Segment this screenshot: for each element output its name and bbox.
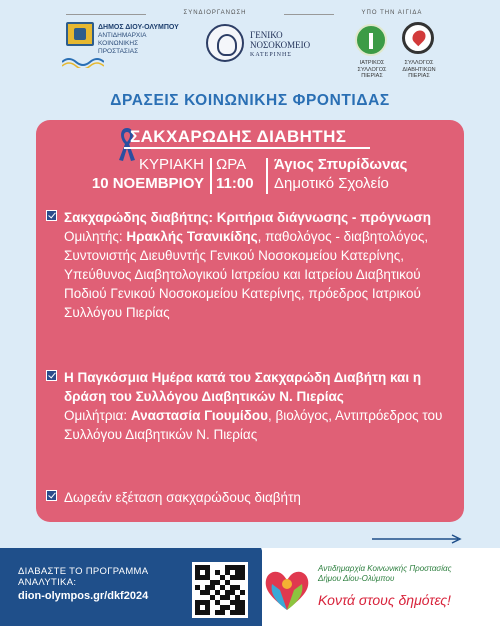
checkbox-icon bbox=[46, 210, 57, 221]
wave-icon bbox=[62, 56, 104, 68]
agenda-speaker bbox=[64, 406, 444, 444]
speaker-description: , παθολόγος - διαβητολόγος, Συντονιστής Διευθυντής Γενικού Νοσοκομείου Κατερίνης, Υπεύθυνος Διαβητολογικού Ιατρείου και Ιατρείου Διαβητικού Ποδιού Γενικού Νοσοκομείου Κατερίνης, πρόεδρος Ιατρικού Συλλόγου Πιερίας bbox=[64, 229, 429, 320]
speaker-name: Ηρακλής Τσανικίδης bbox=[126, 229, 258, 244]
divider bbox=[266, 158, 268, 194]
checkbox-icon bbox=[46, 490, 57, 501]
program-url[interactable]: dion-olympos.gr/dkf2024 bbox=[18, 590, 149, 602]
slogan: Κοντά στους δημότες! bbox=[318, 592, 451, 608]
dion-olympos-logo-text bbox=[98, 24, 179, 56]
footer bbox=[0, 548, 500, 626]
venue-place: Δημοτικό Σχολείο bbox=[274, 175, 389, 192]
checkbox-icon bbox=[46, 370, 57, 381]
logo-line: ΝΟΣΟΚΟΜΕΙΟ bbox=[250, 40, 311, 50]
logo-line: ΓΕΝΙΚΟ bbox=[250, 30, 283, 40]
hospital-logo-text bbox=[250, 30, 310, 60]
divider bbox=[284, 14, 334, 15]
title-underline bbox=[124, 147, 370, 149]
header-logos bbox=[0, 0, 500, 82]
hospital-emblem-icon bbox=[206, 24, 244, 62]
read-program-text bbox=[18, 566, 148, 588]
read-line: ΑΝΑΛΥΤΙΚΑ: bbox=[18, 577, 77, 588]
speaker-description: , βιολόγος, Αντιπρόεδρος του Συλλόγου Διαβητικών Ν. Πιερίας bbox=[64, 408, 443, 442]
arrow-right-icon bbox=[372, 534, 462, 544]
logo-line: ΑΝΤΙΔΗΜΑΡΧΙΑ bbox=[98, 32, 147, 39]
event-title: ΣΑΚΧΑΡΩΔΗΣ ΔΙΑΒΗΤΗΣ bbox=[130, 127, 347, 146]
logo-line: ΠΙΕΡΙΑΣ bbox=[408, 73, 430, 79]
event-date bbox=[62, 156, 204, 194]
logo-line: ΣΥΛΛΟΓΟΣ bbox=[404, 60, 434, 66]
diabetic-association-logo-text bbox=[396, 60, 442, 80]
logo-line: ΣΥΛΛΟΓΟΣ bbox=[357, 66, 387, 73]
logo-line: ΠΙΕΡΙΑΣ bbox=[361, 73, 383, 79]
main-title: ΔΡΑΣΕΙΣ ΚΟΙΝΩΝΙΚΗΣ ΦΡΟΝΤΙΔΑΣ bbox=[110, 92, 390, 109]
medical-association-logo-text bbox=[350, 60, 394, 80]
coorganization-label: ΣΥΝΔΙΟΡΓΑΝΩΣΗ bbox=[183, 10, 247, 16]
heart-hands-logo-icon bbox=[262, 566, 312, 614]
logo-line: ΚΑΤΕΡΙΝΗΣ bbox=[250, 52, 292, 58]
logo-line: ΠΡΟΣΤΑΣΙΑΣ bbox=[98, 48, 139, 55]
agenda-heading: Σακχαρώδης διαβήτης: Κριτήρια διάγνωσης - πρόγνωση bbox=[64, 210, 431, 225]
agenda-item bbox=[46, 368, 444, 444]
antid-line: Δήμου Δίου-Ολύμπου bbox=[318, 573, 395, 583]
qr-code-icon[interactable] bbox=[192, 562, 248, 618]
event-venue bbox=[274, 156, 450, 194]
logo-line: ΚΟΙΝΩΝΙΚΗΣ bbox=[98, 40, 139, 47]
speaker-label: Ομιλήτρια: bbox=[64, 408, 131, 423]
diabetic-association-emblem-icon bbox=[402, 22, 434, 54]
event-time-label: ΩΡΑ bbox=[216, 156, 247, 173]
read-line: ΔΙΑΒΑΣΤΕ ΤΟ ΠΡΟΓΡΑΜΜΑ bbox=[18, 566, 149, 577]
agenda-item bbox=[46, 208, 444, 322]
logo-line: ΙΑΤΡΙΚΟΣ bbox=[359, 60, 385, 66]
support-label: ΥΠΟ ΤΗΝ ΑΙΓΙΔΑ bbox=[361, 10, 423, 16]
logo-line: ΔΗΜΟΣ ΔΙΟΥ-ΟΛΥΜΠΟΥ bbox=[98, 24, 179, 31]
logo-line: ΔΙΑΒΗΤΙΚΩΝ bbox=[402, 66, 436, 73]
agenda-heading: Η Παγκόσμια Ημέρα κατά του Σακχαρώδη Διαβήτη και η δράση του Συλλόγου Διαβητικών Ν. Πιερίας bbox=[64, 370, 422, 404]
agenda-item bbox=[46, 488, 444, 507]
event-date-value: 10 ΝΟΕΜΒΡΙΟΥ bbox=[91, 175, 204, 192]
venue-name: Άγιος Σπυρίδωνας bbox=[274, 156, 408, 173]
antid-line: Αντιδημαρχία Κοινωνικής Προστασίας bbox=[318, 564, 452, 573]
speaker-label: Ομιλητής: bbox=[64, 229, 127, 244]
event-datetime-venue bbox=[62, 156, 448, 202]
divider bbox=[66, 14, 146, 15]
medical-association-emblem-icon bbox=[355, 24, 387, 56]
event-time-value: 11:00 bbox=[216, 175, 254, 192]
event-time bbox=[216, 156, 262, 194]
agenda-speaker bbox=[64, 227, 444, 322]
agenda-text: Δωρεάν εξέταση σακχαρώδους διαβήτη bbox=[64, 490, 301, 505]
dion-olympos-emblem-icon bbox=[66, 22, 94, 46]
event-day: ΚΥΡΙΑΚΗ bbox=[138, 156, 204, 173]
speaker-name: Αναστασία Γιουμίδου bbox=[130, 408, 268, 423]
divider bbox=[210, 158, 212, 194]
antidimarchia-text bbox=[318, 564, 451, 583]
